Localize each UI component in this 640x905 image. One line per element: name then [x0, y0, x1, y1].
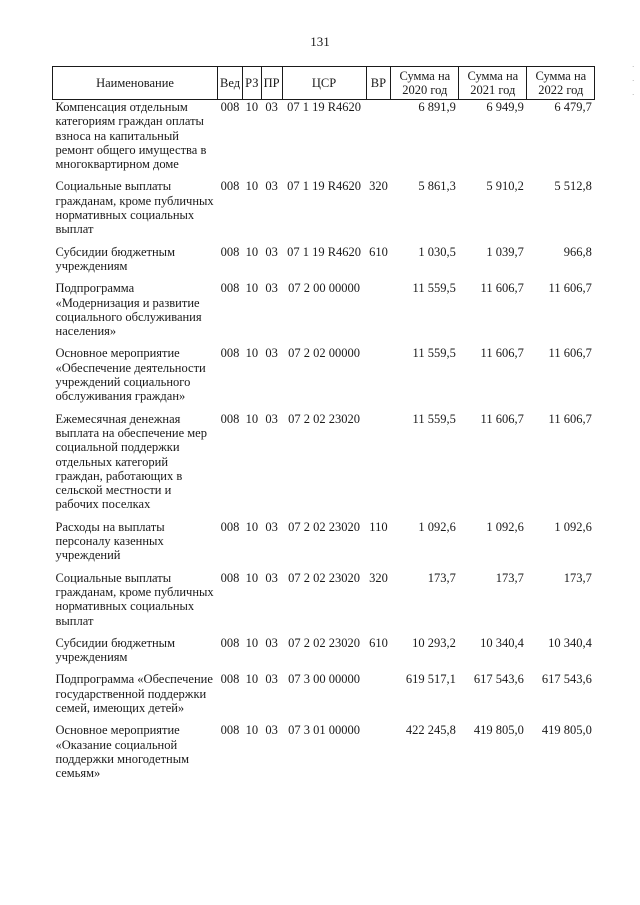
- row-vr: [366, 100, 391, 180]
- row-pr: 03: [265, 723, 278, 738]
- row-rz: 10: [245, 519, 259, 534]
- row-rz: 10: [245, 570, 259, 585]
- row-csr: 07 3 01 00000: [288, 723, 361, 738]
- row-ved: 008: [220, 244, 240, 259]
- table-row: [53, 412, 595, 520]
- row-pr: 03: [265, 179, 278, 194]
- table-row: [53, 723, 595, 788]
- row-sum-2022: 1 092,6: [554, 519, 592, 534]
- row-name: Расходы на выплаты персоналу казенных учреждений: [55, 519, 165, 563]
- margin-marks: [632, 60, 638, 102]
- header-sum-2020: Сумма на 2020 год: [391, 67, 459, 100]
- row-csr: 07 1 19 R4620: [287, 179, 362, 194]
- row-sum-2020: 6 891,9: [418, 100, 456, 114]
- row-name: Социальные выплаты гражданам, кроме публичных нормативных социальных выплат: [55, 179, 214, 237]
- row-vr: 110: [369, 519, 388, 534]
- header-rz: РЗ: [243, 67, 262, 100]
- row-rz: 10: [245, 672, 259, 687]
- row-csr: 07 2 02 00000: [288, 346, 361, 361]
- row-sum-2021: 1 039,7: [486, 244, 524, 259]
- row-sum-2021: 11 606,7: [480, 346, 524, 361]
- row-sum-2021: 11 606,7: [480, 281, 524, 296]
- row-sum-2021: 617 543,6: [473, 672, 524, 687]
- row-name: Субсидии бюджетным учреждениям: [55, 244, 175, 273]
- row-csr: 07 2 02 23020: [288, 570, 361, 585]
- row-ved: 008: [220, 723, 240, 738]
- table-row: [53, 672, 595, 723]
- row-rz: 10: [245, 179, 259, 194]
- row-rz: 10: [245, 411, 259, 426]
- header-sum-2021: Сумма на 2021 год: [459, 67, 527, 100]
- table-row: [53, 346, 595, 411]
- row-name: Компенсация отдельным категориям граждан оплаты взноса на капитальный ремонт общего имущества в многоквартирном доме: [55, 100, 207, 172]
- row-csr: 07 2 02 23020: [288, 519, 361, 534]
- table-row: [53, 179, 595, 244]
- row-sum-2020: 1 030,5: [418, 244, 456, 259]
- row-pr: 03: [265, 570, 278, 585]
- row-rz: 10: [245, 281, 259, 296]
- row-sum-2022: 11 606,7: [548, 411, 592, 426]
- row-sum-2022: 6 479,7: [554, 100, 592, 114]
- row-rz: 10: [245, 723, 259, 738]
- row-sum-2021: 6 949,9: [486, 100, 524, 114]
- row-sum-2022: 966,8: [563, 244, 592, 259]
- header-ved: Вед: [218, 67, 243, 100]
- row-rz: 10: [245, 100, 259, 114]
- row-sum-2020: 11 559,5: [412, 281, 456, 296]
- row-name: Ежемесячная денежная выплата на обеспечение мер социальной поддержки отдельных категорий граждан, работающих в сельской местности и рабочих поселках: [55, 411, 207, 512]
- row-sum-2021: 173,7: [495, 570, 524, 585]
- margin-mark: ·: [632, 91, 635, 99]
- table-row: [53, 100, 595, 180]
- row-pr: 03: [265, 519, 278, 534]
- margin-mark: ·: [632, 77, 635, 85]
- row-vr: [366, 281, 391, 346]
- row-sum-2022: 617 543,6: [541, 672, 592, 687]
- row-sum-2020: 11 559,5: [412, 346, 456, 361]
- row-sum-2020: 5 861,3: [418, 179, 456, 194]
- row-sum-2021: 11 606,7: [480, 411, 524, 426]
- table-header-row: [53, 67, 595, 100]
- table-row: [53, 281, 595, 346]
- table-row: [53, 520, 595, 571]
- row-ved: 008: [220, 519, 240, 534]
- row-sum-2020: 619 517,1: [405, 672, 456, 687]
- header-csr: ЦСР: [282, 67, 366, 100]
- row-pr: 03: [265, 281, 278, 296]
- row-sum-2020: 173,7: [427, 570, 456, 585]
- row-name: Подпрограмма «Модернизация и развитие социального обслуживания населения»: [55, 281, 202, 339]
- row-pr: 03: [265, 672, 278, 687]
- page-number: 131: [310, 34, 330, 49]
- row-sum-2022: 11 606,7: [548, 281, 592, 296]
- row-pr: 03: [265, 100, 278, 114]
- header-pr: ПР: [261, 67, 282, 100]
- row-pr: 03: [265, 635, 278, 650]
- header-sum-2022: Сумма на 2022 год: [527, 67, 595, 100]
- row-csr: 07 3 00 00000: [288, 672, 361, 687]
- budget-table: [52, 66, 595, 788]
- row-sum-2021: 419 805,0: [473, 723, 524, 738]
- table-row: [53, 571, 595, 636]
- row-name: Субсидии бюджетным учреждениям: [55, 635, 175, 665]
- row-ved: 008: [220, 570, 240, 585]
- table-row: [53, 636, 595, 673]
- row-sum-2020: 10 293,2: [412, 635, 456, 650]
- row-ved: 008: [220, 411, 240, 426]
- row-sum-2022: 419 805,0: [541, 723, 592, 738]
- row-csr: 07 1 19 R4620: [287, 244, 362, 259]
- row-vr: 320: [369, 179, 388, 194]
- row-sum-2020: 11 559,5: [412, 411, 456, 426]
- row-csr: 07 2 00 00000: [288, 281, 361, 296]
- row-vr: 320: [369, 570, 388, 585]
- row-sum-2022: 11 606,7: [548, 346, 592, 361]
- row-pr: 03: [265, 346, 278, 361]
- row-vr: [366, 412, 391, 520]
- table-row: [53, 245, 595, 282]
- row-csr: 07 2 02 23020: [288, 635, 361, 650]
- row-rz: 10: [245, 244, 259, 259]
- row-name: Основное мероприятие «Обеспечение деятельности учреждений социального обслуживания граждан»: [55, 346, 206, 404]
- row-sum-2022: 10 340,4: [548, 635, 592, 650]
- row-pr: 03: [265, 244, 278, 259]
- row-vr: 610: [369, 635, 388, 650]
- row-csr: 07 1 19 R4620: [287, 100, 362, 114]
- row-name: Социальные выплаты гражданам, кроме публичных нормативных социальных выплат: [55, 570, 214, 628]
- row-vr: [366, 723, 391, 788]
- row-ved: 008: [220, 672, 240, 687]
- row-ved: 008: [220, 100, 240, 114]
- row-name: Основное мероприятие «Оказание социальной поддержки многодетным семьям»: [55, 723, 190, 781]
- row-pr: 03: [265, 411, 278, 426]
- row-ved: 008: [220, 635, 240, 650]
- row-sum-2022: 173,7: [563, 570, 592, 585]
- margin-mark: ·: [632, 63, 635, 71]
- row-vr: [366, 346, 391, 411]
- header-name: Наименование: [53, 67, 218, 100]
- row-sum-2020: 422 245,8: [405, 723, 456, 738]
- row-sum-2021: 1 092,6: [486, 519, 524, 534]
- row-rz: 10: [245, 635, 259, 650]
- row-sum-2021: 5 910,2: [486, 179, 524, 194]
- row-sum-2022: 5 512,8: [554, 179, 592, 194]
- row-csr: 07 2 02 23020: [288, 411, 361, 426]
- row-name: Подпрограмма «Обеспечение государственной поддержки семей, имеющих детей»: [55, 672, 213, 715]
- row-ved: 008: [220, 281, 240, 296]
- row-sum-2021: 10 340,4: [480, 635, 524, 650]
- row-ved: 008: [220, 346, 240, 361]
- row-vr: 610: [369, 244, 388, 259]
- row-ved: 008: [220, 179, 240, 194]
- header-vr: ВР: [366, 67, 391, 100]
- row-vr: [366, 672, 391, 723]
- row-sum-2020: 1 092,6: [418, 519, 456, 534]
- row-rz: 10: [245, 346, 259, 361]
